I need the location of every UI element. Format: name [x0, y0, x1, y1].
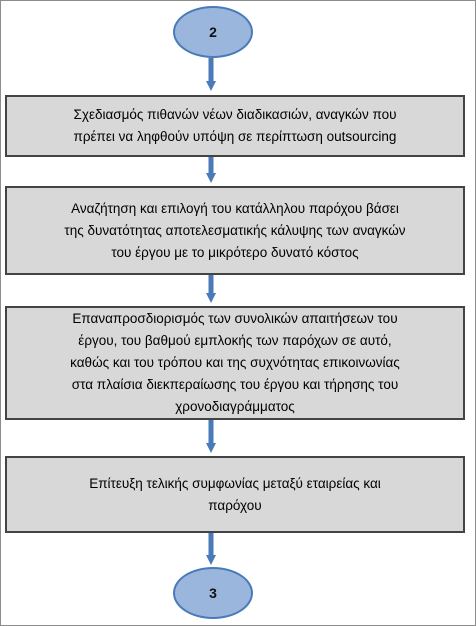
start-connector-node: [173, 6, 253, 58]
process-step-3: [5, 306, 465, 420]
process-step-1: [5, 95, 465, 157]
step-2-line-1: Αναζήτηση και επιλογή του κατάλληλου παρόχου βάσει: [71, 200, 399, 216]
step-3-line-4: στα πλαίσια διεκπεραίωσης του έργου και τήρησης του: [71, 377, 399, 392]
step-4-line-2: παρόχου: [208, 497, 262, 513]
step-3-line-5: χρονοδιαγράμματος: [175, 399, 295, 414]
step-1-line-2: πρέπει να ληφθούν υπόψη σε περίπτωση outsourcing: [73, 129, 397, 144]
step-3-line-1: Επαναπροσδιορισμός των συνολικών απαιτήσεων του: [72, 311, 398, 326]
end-connector-node: [173, 567, 253, 619]
start-node-label: 2: [209, 24, 217, 40]
process-step-2: [5, 186, 465, 275]
end-node-label: 3: [209, 585, 217, 601]
step-2-line-3: του έργου με το μικρότερο δυνατό κόστος: [111, 244, 359, 260]
step-3-line-3: καθώς και του τρόπου και της συχνότητας επικοινωνίας: [70, 355, 400, 370]
step-2-line-2: της δυνατότητας αποτελεσματικής κάλυψης των αναγκών: [64, 222, 406, 238]
step-3-line-2: έργου, του βαθμού εμπλοκής των παρόχων σε αυτό,: [78, 333, 392, 348]
process-step-4: [5, 456, 465, 533]
step-1-line-1: Σχεδιασμός πιθανών νέων διαδικασιών, αναγκών που: [73, 107, 397, 122]
step-4-line-1: Επίτευξη τελικής συμφωνίας μεταξύ εταιρείας και: [89, 475, 381, 491]
